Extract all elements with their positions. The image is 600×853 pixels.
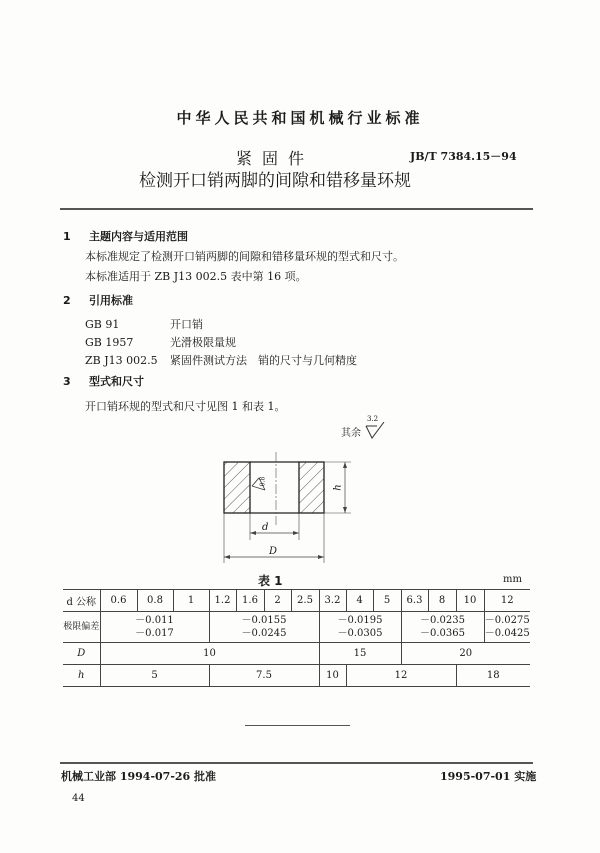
table-cell: 12 <box>346 665 456 687</box>
table-cell: 0.6 <box>100 590 137 612</box>
header-divider <box>60 208 533 210</box>
dimension-h-label: h <box>332 484 344 491</box>
section-1-paragraph-1: 本标准规定了检测开口销两脚的间隙和错移量环规的型式和尺寸。 <box>85 250 404 263</box>
table-cell: 12 <box>484 590 530 612</box>
table-cell: －0.0235 －0.0365 <box>401 612 484 643</box>
table-cell: 10 <box>319 665 346 687</box>
table-cell: 2 <box>264 590 291 612</box>
document-title-sub: 检测开口销两脚的间隙和错移量环规 <box>139 171 411 191</box>
document-title-main: 紧固件 <box>235 149 314 168</box>
section-2-heading: 2 引用标准 <box>63 294 133 307</box>
table-cell: －0.011 －0.017 <box>100 612 209 643</box>
table-cell: 4 <box>346 590 373 612</box>
table-cell: 1.2 <box>209 590 236 612</box>
section-3-paragraph: 开口销环规的型式和尺寸见图 1 和表 1。 <box>85 400 286 413</box>
table-cell: －0.0275 －0.0425 <box>484 612 530 643</box>
table-cell: 10 <box>100 643 319 665</box>
table-cell: 6.3 <box>401 590 428 612</box>
table-row-tolerance <box>63 612 530 643</box>
roughness-general-value: 3.2 <box>367 415 379 423</box>
dimension-d-label: d <box>262 522 269 533</box>
table-unit: mm <box>503 574 522 585</box>
row-label-D: D <box>63 643 100 665</box>
table-row-d-nominal <box>63 590 530 612</box>
dimension-D-label: D <box>269 546 278 557</box>
table-cell: －0.0155 －0.0245 <box>209 612 319 643</box>
row-label-h: h <box>63 665 100 687</box>
row-label-d-nominal: d 公称 <box>63 590 100 612</box>
table-caption: 表 1 <box>258 574 283 588</box>
standard-code: JB/T 7384.15－94 <box>410 150 517 163</box>
section-1-heading: 1 主题内容与适用范围 <box>63 230 188 243</box>
table-cell: 18 <box>456 665 530 687</box>
approval-note: 机械工业部 1994-07-26 批准 <box>61 770 217 783</box>
section-1-paragraph-2: 本标准适用于 ZB J13 002.5 表中第 16 项。 <box>85 270 307 283</box>
table-cell: 0.8 <box>137 590 173 612</box>
reference-item: GB 91 开口销 <box>85 318 203 331</box>
footer-divider <box>60 762 533 764</box>
table-cell: 10 <box>456 590 484 612</box>
implementation-date: 1995-07-01 实施 <box>440 770 537 783</box>
row-label-tolerance: 极限偏差 <box>63 612 100 643</box>
table-row-D <box>63 643 530 665</box>
roughness-symbol-icon <box>364 422 386 444</box>
dimensions-table <box>63 589 530 687</box>
reference-item: GB 1957 光滑极限量规 <box>85 336 236 349</box>
table-cell: 7.5 <box>209 665 319 687</box>
table-cell: 5 <box>373 590 401 612</box>
reference-item: ZB J13 002.5 紧固件测试方法 销的尺寸与几何精度 <box>85 354 357 367</box>
table-cell: 1.6 <box>236 590 264 612</box>
end-rule <box>245 725 350 726</box>
table-cell: 5 <box>100 665 209 687</box>
table-cell: 8 <box>428 590 456 612</box>
table-cell: 15 <box>319 643 401 665</box>
table-cell: 2.5 <box>291 590 319 612</box>
page-number: 44 <box>72 793 85 804</box>
ring-gauge-drawing <box>205 450 365 565</box>
section-3-heading: 3 型式和尺寸 <box>63 375 144 388</box>
table-row-h <box>63 665 530 687</box>
issuing-organization: 中华人民共和国机械行业标准 <box>176 109 424 127</box>
table-cell: 20 <box>401 643 530 665</box>
table-cell: 3.2 <box>319 590 346 612</box>
bore-roughness-value: 0.8 <box>259 476 267 487</box>
table-cell: －0.0195 －0.0305 <box>319 612 401 643</box>
table-cell: 1 <box>173 590 209 612</box>
roughness-note-label: 其余 <box>341 428 361 439</box>
